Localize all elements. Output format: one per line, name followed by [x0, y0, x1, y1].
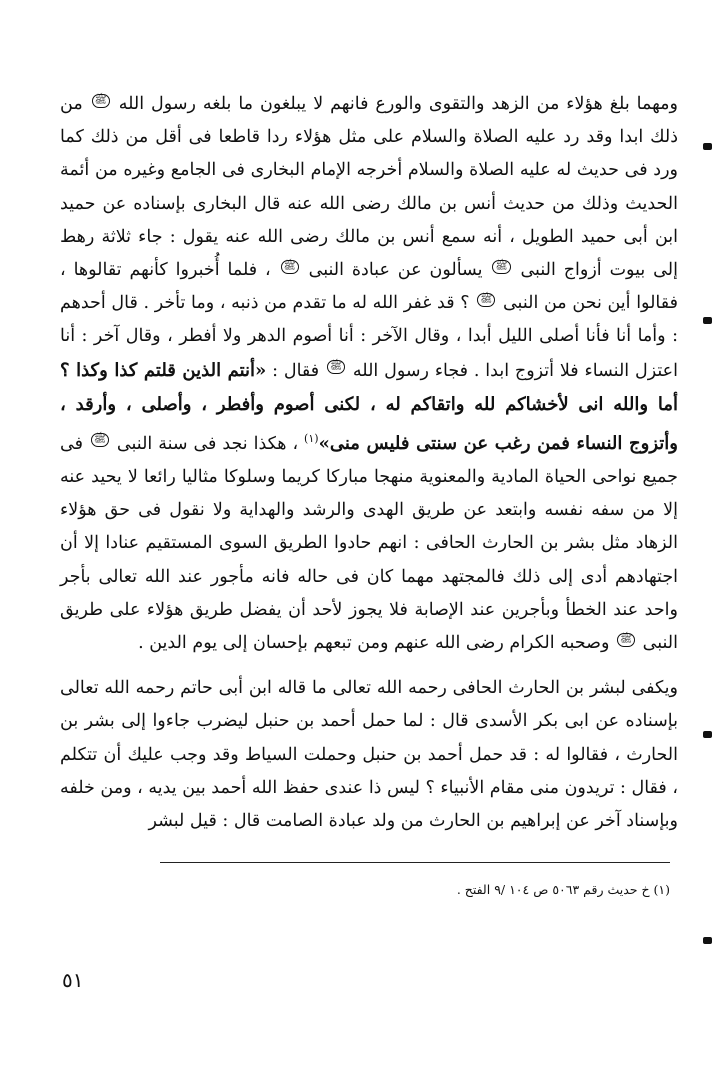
paragraph-1-text-9: وصحبه الكرام رضى الله عنهم ومن تبعهم بإحسان إلى يوم الدين .	[138, 633, 610, 654]
salawat-symbol: ﷺ	[91, 433, 109, 447]
margin-mark	[703, 731, 712, 738]
salawat-symbol: ﷺ	[327, 360, 345, 374]
paragraph-1-text-2: من ذلك ابدا وقد رد عليه الصلاة والسلام على مثل هؤلاء ردا قاطعا فى أقل من ذلك كما ورد فى حديث له عليه الصلاة والسلام أخرجه الإمام البخارى فى الجامع وغيره من أئمة الحديث وذلك من حديث أنس بن مالك رضى الله عنه قال البخارى بإسناده عن حميد ابن أبى حميد الطويل ، أنه سمع أنس بن مالك رضى الله عنه يقول : جاء ثلاثة رهط إلى بيوت أزواج النبى	[60, 94, 678, 281]
paragraph-1-text-5: ؟ قد غفر الله له ما تقدم من ذنبه ، وما تأخر . قال أحدهم : وأما أنا فأنا أصلى الليل أبدا ، وقال الآخر : أنا أصوم الدهر ولا أفطر ، وقال آخر : أنا اعتزل النساء فلا أتزوج ابدا . فجاء رسول الله	[60, 293, 678, 381]
paragraph-1-text-3: يسألون عن عبادة النبى	[308, 260, 483, 281]
margin-mark	[703, 143, 712, 150]
footnote-divider	[160, 862, 670, 863]
margin-mark	[703, 317, 712, 324]
salawat-symbol: ﷺ	[477, 293, 495, 307]
paragraph-1-text-4: ، فلما أُخبروا كأنهم تقالوها ، فقالوا أين نحن من النبى	[60, 260, 678, 314]
paragraph-2: ويكفى لبشر بن الحارث الحافى رحمه الله تعالى ما قاله ابن أبى حاتم رحمه الله تعالى بإسناده عن ابى بكر الأسدى قال : لما حمل أحمد بن حنبل ليضرب جاءوا إلى بشر بن الحارث ، فقالوا له : قد حمل أحمد بن حنبل وحملت السياط وقد وجب عليك أن تتكلم ، فقال : تريدون منى مقام الأنبياء ؟ ليس ذا عندى حفظ الله أحمد بين يديه ، ومن خلفه وبإسناد آخر عن إبراهيم بن الحارث من ولد عبادة الصامت قال : قيل لبشر	[60, 678, 678, 832]
page-number: ٥١	[62, 968, 84, 992]
salawat-symbol: ﷺ	[617, 633, 635, 647]
body-text	[60, 88, 678, 838]
footnote-reference: (١)	[304, 432, 319, 446]
paragraph-1	[60, 88, 678, 660]
hadith-quote: «أنتم الذين قلتم كذا وكذا ؟ أما والله انى لأخشاكم لله واتقاكم له ، لكنى أصوم وأفطر ، وأصلى ، وأرقد ، وأتزوج النساء فمن رغب عن سنتى فليس منى»	[60, 359, 678, 454]
salawat-symbol: ﷺ	[492, 260, 510, 274]
paragraph-1-text-8: فى جميع نواحى الحياة المادية والمعنوية منهجا مباركا كريما وسلوكا مثاليا رائعا لا يحيد عنه إلا من سفه نفسه وابتعد عن طريق الهدى والرشد والهداية ولا نقول فى حق هؤلاء الزهاد مثل بشر بن الحارث الحافى : انهم حادوا الطريق السوى المستقيم عنادا إلا أن اجتهادهم أدى إلى ذلك فالمجتهد مهما كان فى حاله فانه مأجور عند الله تعالى بأجر واحد عند الخطأ وبأجرين عند الإصابة فلا يجوز لأحد أن يفضل طريق هؤلاء على طريق النبى	[60, 433, 678, 654]
salawat-symbol: ﷺ	[281, 260, 299, 274]
paragraph-1-text-1: ومهما بلغ هؤلاء من الزهد والتقوى والورع فانهم لا يبلغون ما بلغه رسول الله	[118, 94, 678, 114]
margin-mark	[703, 937, 712, 944]
paragraph-1-text-6: فقال :	[272, 360, 320, 381]
footnote: (١) خ حديث رقم ٥٠٦٣ ص ١٠٤ /٩ الفتح .	[456, 882, 670, 897]
paragraph-1-text-7: ، هكذا نجد فى سنة النبى	[116, 433, 299, 454]
salawat-symbol: ﷺ	[92, 94, 110, 108]
